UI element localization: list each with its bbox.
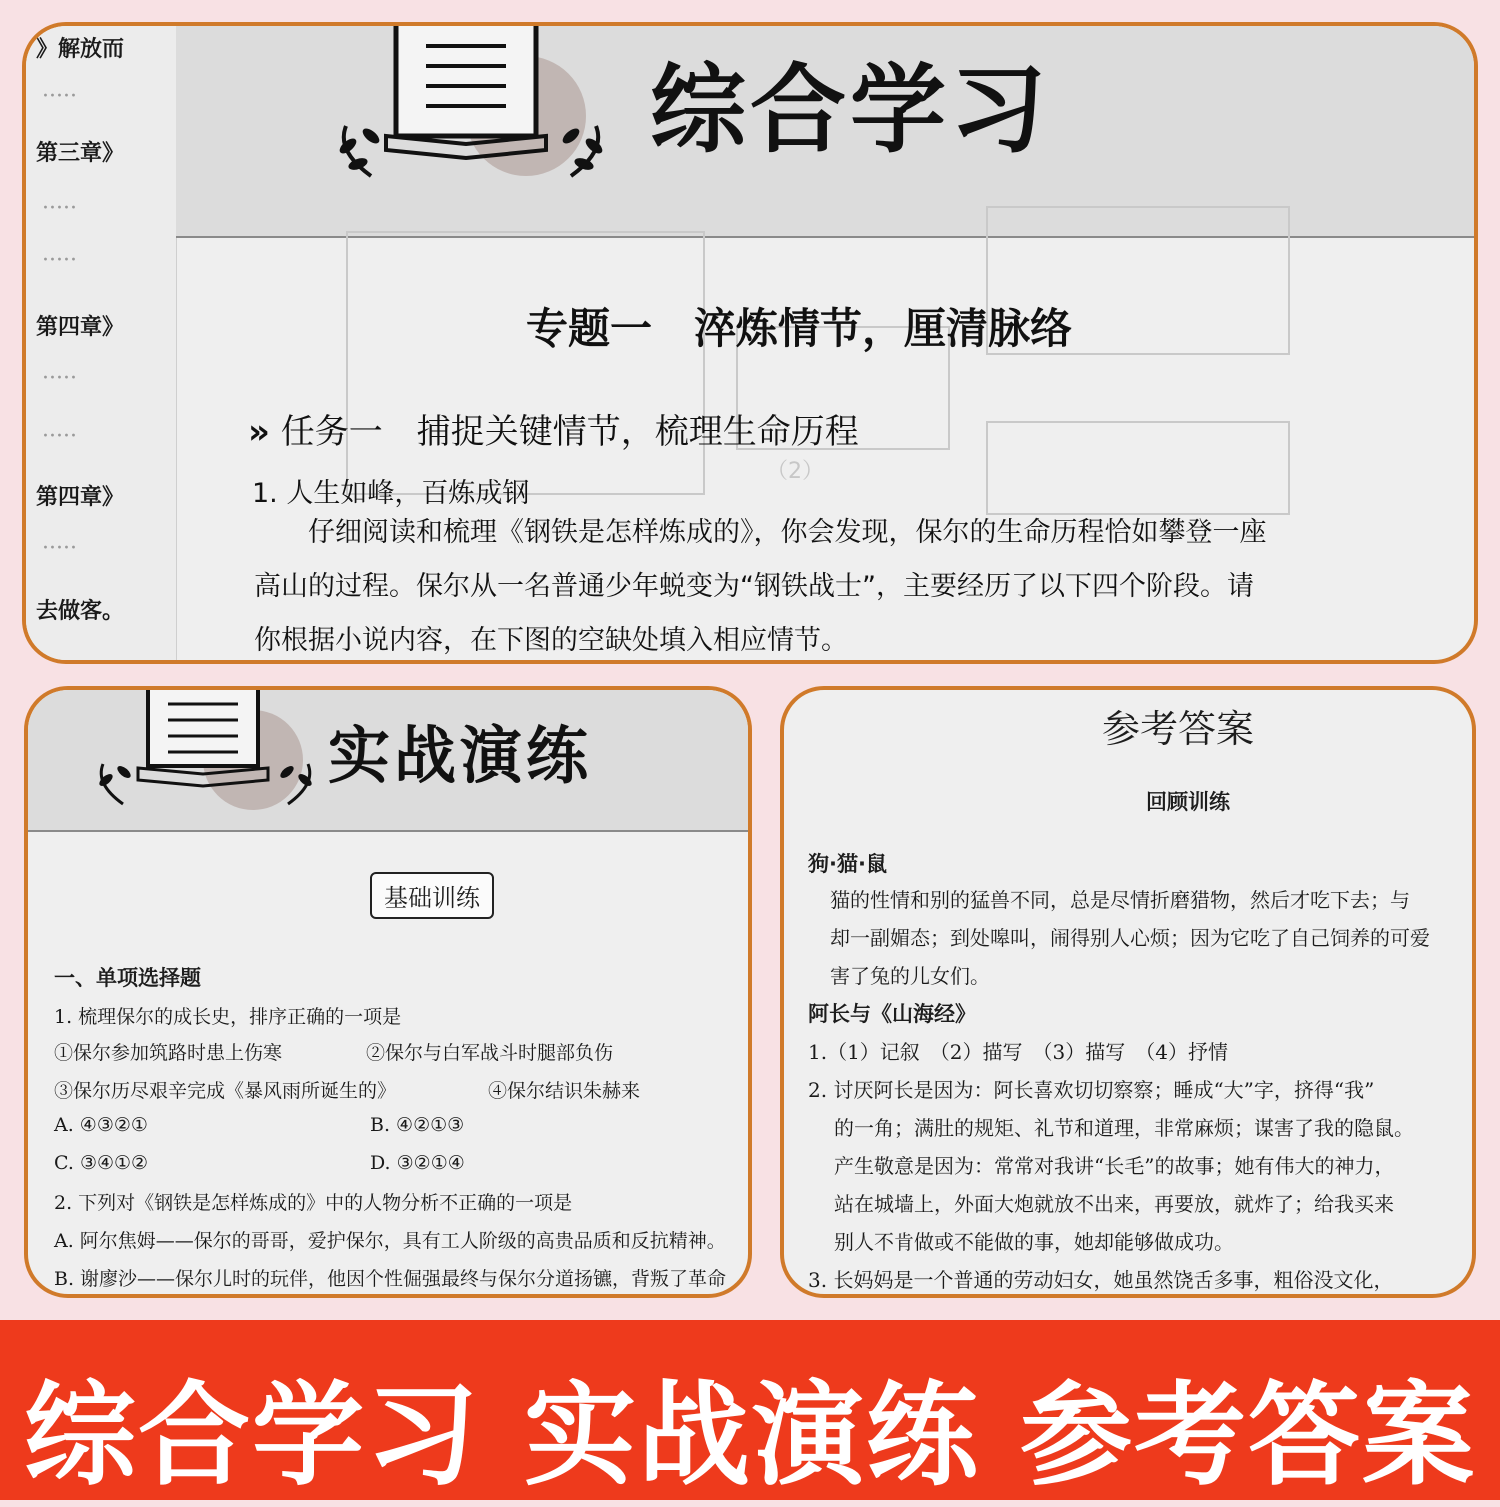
section-title: 实战演练 (328, 719, 593, 792)
banner-item: 综合学习 (24, 1371, 480, 1501)
task-title (248, 404, 859, 453)
review-training-heading: 回顾训练 (1146, 790, 1230, 814)
side-item: 去做客。 (36, 598, 125, 624)
paragraph-line: 高山的过程。保尔从一名普通少年蜕变为“钢铁战士”，主要经历了以下四个阶段。请 (254, 571, 1254, 602)
bleed-through-box (986, 421, 1290, 515)
answer-choice: A. 阿尔焦姆——保尔的哥哥，爱护保尔，具有工人阶级的高贵品质和反抗精神。 (54, 1230, 726, 1252)
feature-banner (0, 1320, 1500, 1500)
option-line: ③保尔历尽艰辛完成《暴风雨所诞生的》 (54, 1080, 397, 1102)
answer-choice: B. 谢廖沙——保尔儿时的玩伴，他因个性倔强最终与保尔分道扬镳，背叛了革命 (54, 1268, 727, 1290)
answer-line: 害了兔的儿女们。 (830, 964, 990, 988)
chevron-right-icon: » (248, 412, 270, 452)
answer-line: 2. 讨厌阿长是因为：阿长喜欢切切察察；睡成“大”字，挤得“我” (808, 1078, 1375, 1102)
side-item: 第四章》 (36, 314, 125, 340)
side-faint-text: ····· (42, 424, 77, 449)
answer-heading: 狗·猫·鼠 (808, 852, 887, 876)
adjacent-page-strip (26, 26, 177, 660)
banner-item: 参考答案 (1020, 1371, 1476, 1501)
side-item: 》解放而 (36, 36, 125, 62)
section-title: 参考答案 (1102, 707, 1255, 751)
option-line: ②保尔与白军战斗时腿部负伤 (366, 1042, 614, 1064)
practice-panel (24, 686, 752, 1298)
answer-line: 猫的性情和别的猛兽不同，总是尽情折磨猎物，然后才吃下去；与 (830, 888, 1410, 912)
side-item: 第四章》 (36, 484, 125, 510)
answer-choice: A. ④③②① (54, 1114, 148, 1136)
basic-training-badge: 基础训练 (370, 872, 494, 919)
section-header (28, 690, 748, 832)
answer-heading: 阿长与《山海经》 (808, 1002, 976, 1026)
answer-line: 的一角；满肚的规矩、礼节和道理，非常麻烦；谋害了我的隐鼠。 (834, 1116, 1414, 1140)
answer-choice: D. ③②①④ (370, 1152, 465, 1174)
bleed-through-box (346, 231, 705, 495)
side-item: 第三章》 (36, 140, 125, 166)
side-faint-text: ····· (42, 84, 77, 109)
open-book-icon (88, 686, 328, 816)
answer-line: 站在城墙上，外面大炮就放不出来，再要放，就炸了；给我买来 (834, 1192, 1394, 1216)
answer-line: 1.（1）记叙 （2）描写 （3）描写 （4）抒情 (808, 1040, 1228, 1064)
option-line: ①保尔参加筑路时患上伤寒 (54, 1042, 283, 1064)
answer-choice: C. ③④①② (54, 1152, 149, 1174)
paragraph-line: 仔细阅读和梳理《钢铁是怎样炼成的》，你会发现，保尔的生命历程恰如攀登一座 (308, 517, 1267, 548)
open-book-icon (326, 26, 616, 211)
comprehensive-study-panel (22, 22, 1478, 664)
banner-item: 实战演练 (524, 1371, 980, 1501)
question-line: 1. 梳理保尔的成长史，排序正确的一项是 (54, 1006, 402, 1028)
bleed-through-text: （2） (766, 459, 824, 484)
topic-title: 专题一 淬炼情节，厘清脉络 (526, 304, 1073, 353)
paragraph-line: 你根据小说内容，在下图的空缺处填入相应情节。 (254, 625, 848, 656)
answer-line: 别人不肯做或不能做的事，她却能够做成功。 (834, 1230, 1234, 1254)
side-faint-text: ····· (42, 366, 77, 391)
side-faint-text: ····· (42, 196, 77, 221)
answer-line: 却一副媚态；到处嗥叫，闹得别人心烦；因为它吃了自己饲养的可爱 (830, 926, 1430, 950)
answer-line: 3. 长妈妈是一个普通的劳动妇女，她虽然饶舌多事，粗俗没文化， (808, 1268, 1394, 1292)
side-faint-text: ····· (42, 248, 77, 273)
section-title: 综合学习 (650, 53, 1050, 166)
question-section-heading: 一、单项选择题 (54, 966, 201, 990)
reference-answers-panel (780, 686, 1476, 1298)
question-line: 2. 下列对《钢铁是怎样炼成的》中的人物分析不正确的一项是 (54, 1192, 573, 1214)
option-line: ④保尔结识朱赫来 (488, 1080, 641, 1102)
answer-choice: B. ④②①③ (370, 1114, 465, 1136)
sub-title: 1. 人生如峰，百炼成钢 (252, 478, 530, 509)
side-faint-text: ····· (42, 536, 77, 561)
task-title-text: 任务一 捕捉关键情节，梳理生命历程 (280, 412, 859, 452)
answer-line: 产生敬意是因为：常常对我讲“长毛”的故事；她有伟大的神力， (834, 1154, 1395, 1178)
